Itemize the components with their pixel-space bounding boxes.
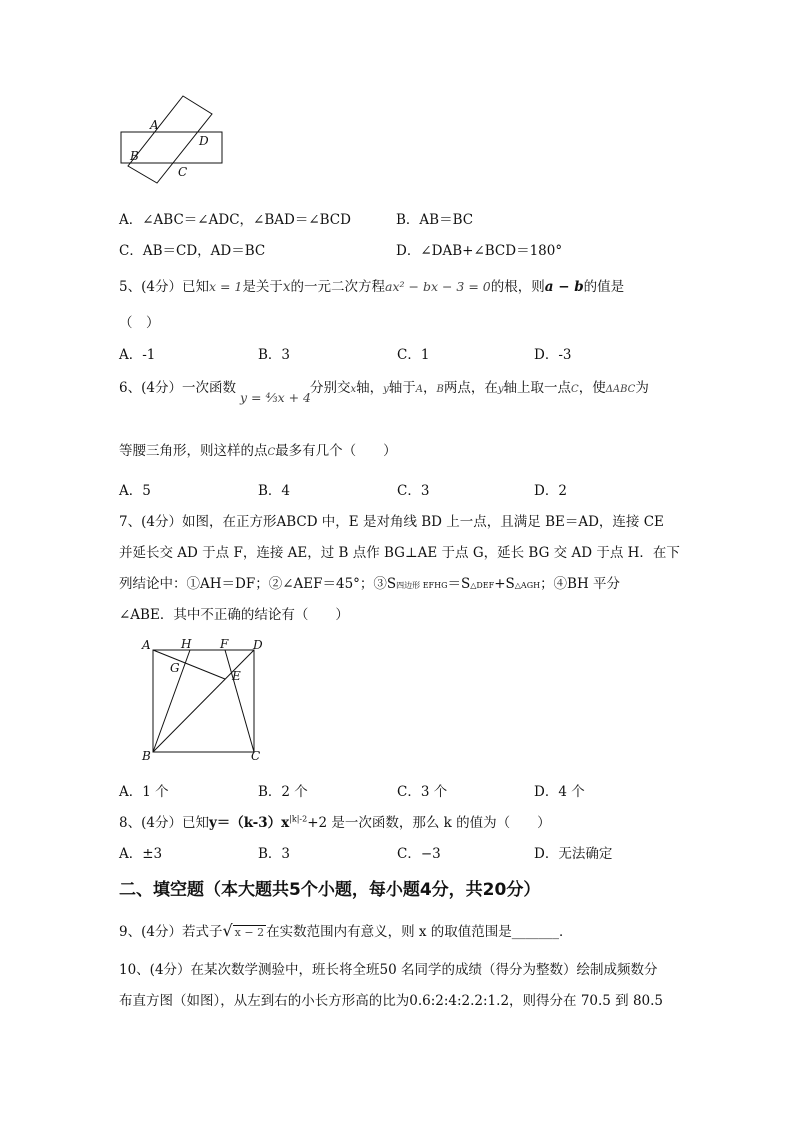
- q6-c2: C: [267, 447, 276, 458]
- q6-p5: 两点，在: [443, 380, 498, 396]
- q7-line4: ∠ABE．其中不正确的结论有（ ）: [119, 607, 349, 623]
- q6-function: y = ⁴⁄₃x + 4: [240, 390, 312, 405]
- q6-line2: [119, 439, 397, 459]
- q5-paren: （ ）: [119, 315, 160, 331]
- q6-option-b: B．4: [258, 483, 291, 499]
- q6-p3: 轴于: [388, 380, 416, 396]
- q5-option-b: B．3: [258, 347, 291, 363]
- q6-p7: ，使: [578, 380, 606, 396]
- q5-expr: a − b: [544, 279, 584, 295]
- q7-option-d: D．4 个: [534, 784, 585, 800]
- q7-line3: [119, 572, 620, 592]
- q6-option-c: C．3: [397, 483, 430, 499]
- fig2-label-c: C: [251, 749, 261, 763]
- q10-line2: 布直方图（如图），从左到右的小长方形高的比为0.6:2:4:2.2:1.2，则得分在 70.5 到 80.5: [119, 993, 664, 1009]
- fig2-label-e: E: [232, 669, 241, 683]
- q9-sqrt-symbol: √: [222, 921, 233, 940]
- q7-line3d: ；④BH 平分: [540, 576, 621, 592]
- q8-text-a: 8、(4分）已知: [119, 815, 209, 831]
- q8-sup: |k|-2: [289, 814, 308, 824]
- q5-option-a: A．-1: [119, 347, 156, 363]
- q9-text-a: 9、(4分）若式子: [119, 924, 223, 940]
- q7-line3c: +S: [494, 576, 515, 592]
- q6-b: B: [436, 384, 444, 395]
- q5-option-c: C．1: [397, 347, 430, 363]
- question-8-stem: [119, 811, 551, 831]
- q6-p4: ，: [423, 380, 437, 396]
- q4-option-c: C．AB＝CD，AD＝BC: [119, 243, 266, 259]
- q5-option-d: D．-3: [534, 347, 572, 363]
- q7-option-a: A．1 个: [119, 784, 169, 800]
- q5-mid3: 的根，则: [490, 279, 545, 295]
- section-2-heading: 二、填空题（本大题共5个小题，每小题4分，共20分）: [119, 880, 541, 900]
- q8-option-c: C．−3: [397, 846, 441, 862]
- question-9: [119, 920, 573, 940]
- figure1-label-c: C: [178, 165, 188, 179]
- q4-option-b: B．AB＝BC: [396, 212, 474, 228]
- q10-line1: 10、(4分）在某次数学测验中，班长将全班50 名同学的成绩（得分为整数）绘制成频数分: [119, 962, 658, 978]
- q7-sub2: △DEF: [470, 581, 495, 590]
- q6-y: y: [383, 384, 389, 395]
- question-6-stem: [119, 376, 236, 396]
- fig2-label-h: H: [181, 637, 192, 651]
- q7-option-b: B．2 个: [258, 784, 308, 800]
- q6-p6: 轴上取一点: [503, 380, 572, 396]
- q8-option-a: A．±3: [119, 846, 163, 862]
- q5-eq2: ax² − bx − 3 = 0: [385, 279, 491, 294]
- figure-intersecting-strips: [115, 92, 230, 184]
- q8-text-b: y＝（k-3）x: [208, 815, 290, 831]
- figure1-label-b: B: [130, 149, 139, 163]
- q7-line2: 并延长交 AD 于点 F，连接 AE，过 B 点作 BG⊥AE 于点 G，延长 BG 交 AD 于点 H．在下: [119, 545, 680, 561]
- q7-option-c: C．3 个: [397, 784, 448, 800]
- q8-option-d: D．无法确定: [534, 846, 613, 862]
- q5-stem-text: 5、(4分）已知: [119, 279, 209, 295]
- q6-line2a: 等腰三角形，则这样的点: [119, 443, 268, 459]
- figure1-label-a: A: [150, 118, 159, 132]
- q6-option-a: A．5: [119, 483, 151, 499]
- q8-text-c: +2 是一次函数，那么 k 的值为（ ）: [307, 815, 551, 831]
- q6-triangle: ΔABC: [605, 384, 636, 395]
- q6-stem-rest: [310, 376, 649, 396]
- fig2-label-d: D: [253, 638, 263, 652]
- fig2-label-g: G: [170, 661, 180, 675]
- q6-y2: y: [497, 384, 504, 395]
- q6-option-d: D．2: [534, 483, 567, 499]
- q5-var: x: [282, 279, 291, 295]
- q9-text-b: 在实数范围内有意义，则 x 的取值范围是_______．: [266, 924, 573, 940]
- q9-radicand: x − 2: [234, 926, 265, 939]
- fig2-label-f: F: [220, 637, 229, 651]
- q8-option-b: B．3: [258, 846, 291, 862]
- fig2-label-b: B: [142, 749, 151, 763]
- q7-sub1: 四边形 EFHG: [396, 581, 448, 590]
- q7-line3b: ＝S: [447, 576, 471, 592]
- q5-eq1: x = 1: [208, 279, 243, 294]
- q6-p2: 轴，: [356, 380, 384, 396]
- fig2-label-a: A: [142, 638, 151, 652]
- q6-stem-text: 6、(4分）一次函数: [119, 380, 236, 396]
- figure1-label-d: D: [199, 134, 209, 148]
- q7-line3a: 列结论中：①AH＝DF；②∠AEF＝45°；③S: [119, 576, 397, 592]
- q7-sub3: △AGH: [514, 581, 541, 590]
- q5-end: 的值是: [583, 279, 625, 295]
- q6-c: C: [571, 384, 579, 395]
- figure-square-abcd: [140, 636, 270, 766]
- q6-x: x: [350, 384, 357, 395]
- q6-a: A: [415, 384, 424, 395]
- q6-line2b: 最多有几个（ ）: [275, 443, 397, 459]
- q7-line1: 7、(4分）如图，在正方形ABCD 中，E 是对角线 BD 上一点，且满足 BE＝AD，连接 CE: [119, 514, 664, 530]
- q4-option-d: D．∠DAB+∠BCD＝180°: [396, 243, 563, 259]
- q6-p8: 为: [635, 380, 649, 396]
- question-5-stem: [119, 275, 624, 295]
- q5-mid2: 的一元二次方程: [290, 279, 386, 295]
- q4-option-a: A．∠ABC＝∠ADC，∠BAD＝∠BCD: [119, 212, 351, 228]
- q6-p1: 分别交: [310, 380, 351, 396]
- q5-mid1: 是关于: [242, 279, 283, 295]
